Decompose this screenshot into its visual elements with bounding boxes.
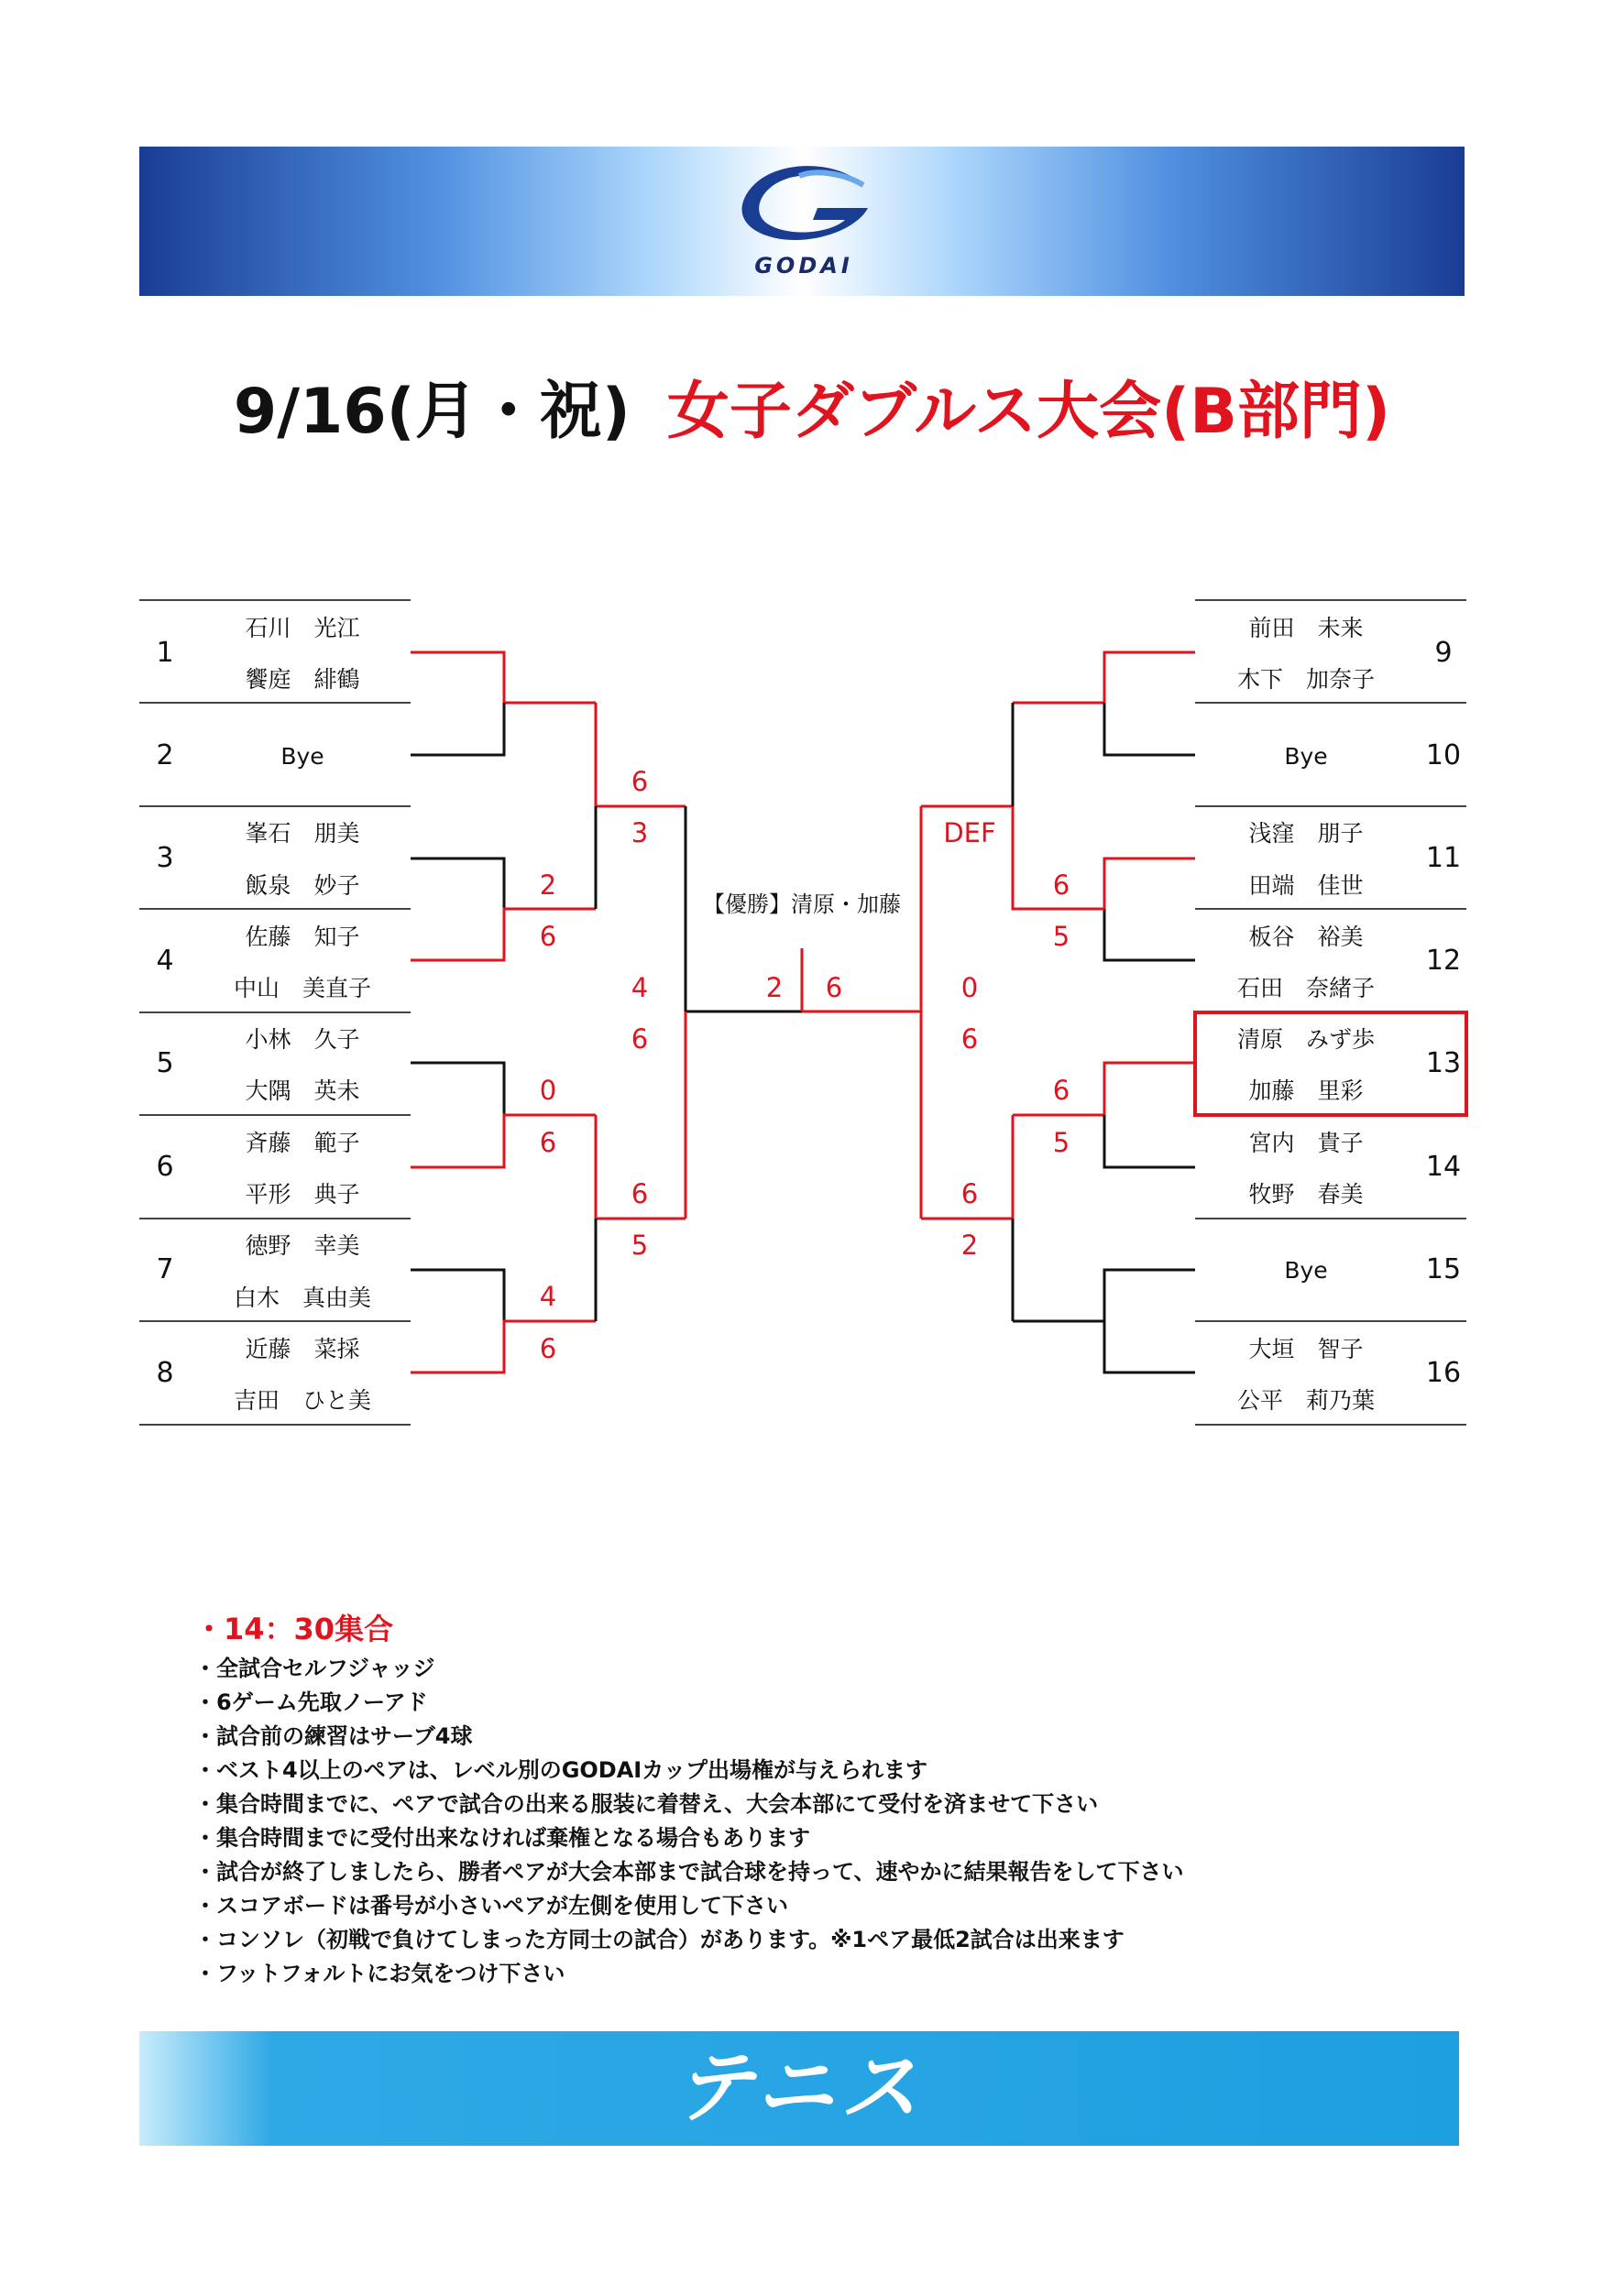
player-name: 徳野 幸美 [245, 1232, 360, 1259]
player-name: 加藤 里彩 [1248, 1077, 1364, 1104]
event-date: 9/16(月・祝) [233, 376, 631, 448]
seed-number: 13 [1425, 1047, 1462, 1079]
score: 4 [631, 972, 649, 1003]
bye-label: Bye [1284, 743, 1328, 770]
player-name: 斉藤 範子 [245, 1130, 360, 1156]
note-item: ・集合時間までに、ペアで試合の出来る服装に着替え、大会本部にて受付を済ませて下さい [194, 1791, 1099, 1817]
player-name: 近藤 菜採 [245, 1336, 360, 1362]
player-name: 佐藤 知子 [245, 924, 360, 950]
score: 6 [960, 1023, 979, 1055]
score: 4 [539, 1281, 557, 1312]
player-name: 中山 美直子 [233, 975, 372, 1001]
player-name: 白木 真由美 [233, 1285, 372, 1311]
note-item: ・集合時間までに受付出来なければ棄権となる場合もあります [194, 1825, 810, 1851]
score: 6 [631, 766, 649, 797]
player-name: 石田 奈緒子 [1236, 975, 1376, 1001]
logo-text: GODAI [754, 253, 853, 279]
seed-number: 14 [1425, 1151, 1462, 1183]
event-name: 女子ダブルス大会(B部門) [666, 376, 1391, 448]
seed-number: 7 [156, 1253, 174, 1285]
footer-text: テニス [674, 2042, 925, 2134]
player-name: 清原 みず歩 [1236, 1026, 1376, 1053]
seed-number: 12 [1425, 945, 1462, 977]
seed-number: 1 [156, 637, 174, 669]
score: 6 [960, 1178, 979, 1209]
score: 5 [631, 1230, 649, 1261]
player-name: 平形 典子 [245, 1181, 360, 1208]
seed-number: 6 [156, 1151, 174, 1183]
seed-number: 4 [156, 945, 174, 977]
bye-label: Bye [1284, 1257, 1328, 1284]
seed-number: 9 [1434, 637, 1453, 669]
bye-label: Bye [280, 743, 324, 770]
player-name: 小林 久子 [245, 1026, 360, 1053]
player-name: 田端 佳世 [1248, 872, 1364, 899]
seed-number: 15 [1425, 1253, 1462, 1285]
score: 2 [960, 1230, 979, 1261]
score: 6 [539, 921, 557, 952]
score: 5 [1052, 1127, 1070, 1158]
score: 0 [539, 1075, 557, 1106]
seed-number: 8 [156, 1357, 174, 1389]
score: 6 [539, 1333, 557, 1364]
champion-label: 【優勝】清原・加藤 [703, 891, 901, 917]
right-bracket-lines [802, 652, 1195, 1372]
score: 0 [960, 972, 979, 1003]
left-bracket-lines [411, 652, 802, 1372]
tournament-notes [194, 1606, 1386, 1991]
score: 6 [539, 1127, 557, 1158]
score: 6 [1052, 869, 1070, 901]
note-item: ・フットフォルトにお気をつけ下さい [194, 1961, 565, 1986]
player-name: 大垣 智子 [1248, 1336, 1364, 1362]
score: 3 [631, 817, 649, 848]
seed-number: 10 [1425, 739, 1462, 771]
score: 6 [1052, 1075, 1070, 1106]
assembly-time: ・14：30集合 [194, 1612, 394, 1646]
final-score-left: 2 [765, 972, 784, 1003]
note-item: ・コンソレ（初戦で負けてしまった方同士の試合）があります。※1ペア最低2試合は出来ます [194, 1927, 1125, 1952]
player-name: 前田 未来 [1248, 615, 1364, 641]
seed-number: 5 [156, 1047, 174, 1079]
seed-number: 16 [1425, 1357, 1462, 1389]
player-name: 板谷 裕美 [1248, 924, 1364, 950]
score: DEF [943, 817, 996, 848]
player-name: 浅窪 朋子 [1248, 820, 1364, 847]
score: 6 [631, 1178, 649, 1209]
player-name: 峯石 朋美 [245, 820, 360, 847]
score: 5 [1052, 921, 1070, 952]
player-name: 大隅 英未 [245, 1077, 360, 1104]
player-name: 吉田 ひと美 [233, 1387, 372, 1414]
player-name: 飯泉 妙子 [245, 872, 360, 899]
score: 6 [631, 1023, 649, 1055]
footer-banner [139, 2031, 1459, 2146]
note-item: ・全試合セルフジャッジ [194, 1656, 435, 1681]
player-name: 饗庭 緋鶴 [245, 666, 360, 693]
seed-number: 3 [156, 842, 174, 874]
player-name: 木下 加奈子 [1236, 666, 1376, 693]
seed-number: 11 [1425, 842, 1462, 874]
player-name: 石川 光江 [245, 615, 360, 641]
player-name: 公平 莉乃葉 [1236, 1387, 1376, 1414]
note-item: ・試合が終了しましたら、勝者ペアが大会本部まで試合球を持って、速やかに結果報告をして下さい [194, 1859, 1184, 1885]
score: 2 [539, 869, 557, 901]
note-item: ・ベスト4以上のペアは、レベル別のGODAIカップ出場権が与えられます [194, 1757, 927, 1783]
seed-number: 2 [156, 739, 174, 771]
player-name: 牧野 春美 [1248, 1181, 1364, 1208]
note-item: ・試合前の練習はサーブ4球 [194, 1723, 473, 1749]
note-item: ・スコアボードは番号が小さいペアが左側を使用して下さい [194, 1893, 788, 1919]
player-name: 宮内 貴子 [1248, 1130, 1364, 1156]
note-item: ・6ゲーム先取ノーアド [194, 1689, 428, 1715]
final-score-right: 6 [825, 972, 843, 1003]
